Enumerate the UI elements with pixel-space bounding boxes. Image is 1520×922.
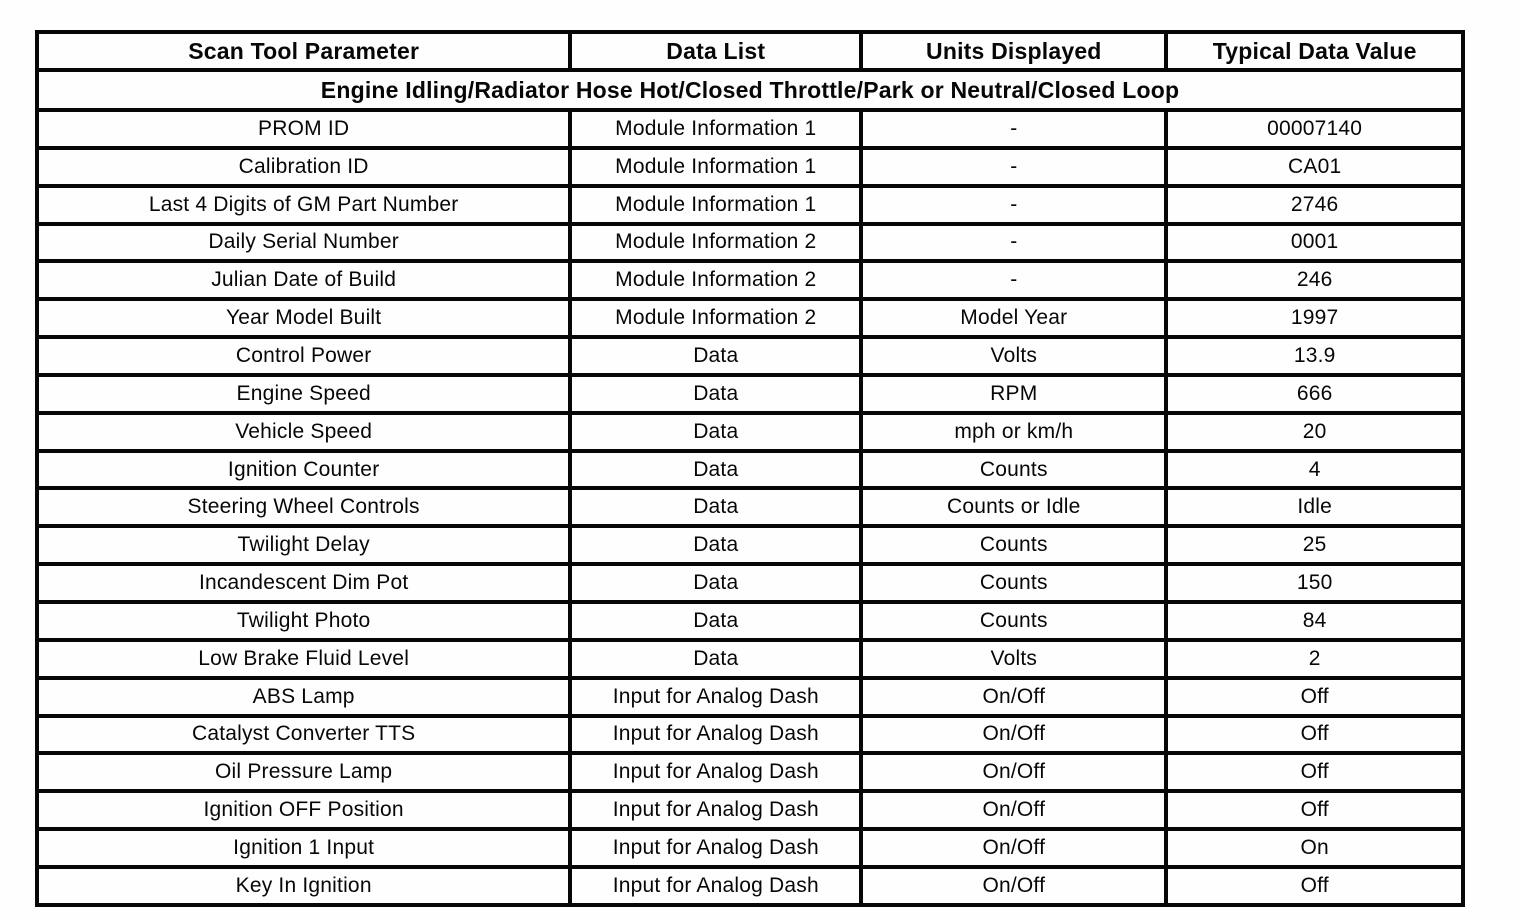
- cell-parameter: PROM ID: [37, 110, 570, 148]
- cell-data-list: Input for Analog Dash: [570, 791, 861, 829]
- column-header-data-list: Data List: [570, 32, 861, 70]
- cell-parameter: Key In Ignition: [37, 867, 570, 905]
- cell-parameter: Oil Pressure Lamp: [37, 753, 570, 791]
- table-row: [37, 337, 1463, 375]
- cell-units: Volts: [861, 337, 1166, 375]
- cell-value: On: [1166, 829, 1463, 867]
- cell-units: On/Off: [861, 678, 1166, 716]
- cell-data-list: Module Information 1: [570, 110, 861, 148]
- cell-parameter: Ignition OFF Position: [37, 791, 570, 829]
- cell-parameter: Ignition 1 Input: [37, 829, 570, 867]
- cell-parameter: Calibration ID: [37, 148, 570, 186]
- table-row: [37, 261, 1463, 299]
- table-row: [37, 867, 1463, 905]
- cell-value: CA01: [1166, 148, 1463, 186]
- cell-value: Off: [1166, 753, 1463, 791]
- table-row: [37, 488, 1463, 526]
- cell-data-list: Module Information 1: [570, 148, 861, 186]
- cell-data-list: Module Information 2: [570, 224, 861, 262]
- cell-data-list: Module Information 2: [570, 299, 861, 337]
- table-row: [37, 148, 1463, 186]
- table-row: [37, 451, 1463, 489]
- cell-parameter: Last 4 Digits of GM Part Number: [37, 186, 570, 224]
- cell-value: Off: [1166, 791, 1463, 829]
- cell-data-list: Data: [570, 526, 861, 564]
- cell-parameter: Twilight Photo: [37, 602, 570, 640]
- table-row: [37, 224, 1463, 262]
- cell-units: On/Off: [861, 716, 1166, 754]
- cell-value: 4: [1166, 451, 1463, 489]
- cell-value: 20: [1166, 413, 1463, 451]
- cell-units: On/Off: [861, 753, 1166, 791]
- cell-value: Off: [1166, 867, 1463, 905]
- cell-units: On/Off: [861, 791, 1166, 829]
- cell-value: 84: [1166, 602, 1463, 640]
- cell-value: 666: [1166, 375, 1463, 413]
- cell-value: 13.9: [1166, 337, 1463, 375]
- cell-value: 2: [1166, 640, 1463, 678]
- cell-units: mph or km/h: [861, 413, 1166, 451]
- table-body: [37, 110, 1463, 905]
- cell-parameter: Catalyst Converter TTS: [37, 716, 570, 754]
- cell-units: Counts or Idle: [861, 488, 1166, 526]
- cell-data-list: Data: [570, 640, 861, 678]
- cell-value: 1997: [1166, 299, 1463, 337]
- cell-units: Counts: [861, 602, 1166, 640]
- cell-units: Volts: [861, 640, 1166, 678]
- cell-units: On/Off: [861, 867, 1166, 905]
- cell-units: Counts: [861, 564, 1166, 602]
- cell-data-list: Data: [570, 337, 861, 375]
- cell-data-list: Module Information 2: [570, 261, 861, 299]
- table-row: [37, 375, 1463, 413]
- cell-value: 0001: [1166, 224, 1463, 262]
- cell-data-list: Data: [570, 451, 861, 489]
- cell-data-list: Input for Analog Dash: [570, 867, 861, 905]
- table-row: [37, 564, 1463, 602]
- cell-data-list: Input for Analog Dash: [570, 753, 861, 791]
- table-row: [37, 186, 1463, 224]
- cell-units: -: [861, 148, 1166, 186]
- cell-data-list: Data: [570, 564, 861, 602]
- cell-value: Idle: [1166, 488, 1463, 526]
- table-row: [37, 299, 1463, 337]
- cell-units: -: [861, 224, 1166, 262]
- cell-data-list: Data: [570, 375, 861, 413]
- table-row: [37, 753, 1463, 791]
- cell-data-list: Data: [570, 602, 861, 640]
- cell-parameter: Twilight Delay: [37, 526, 570, 564]
- cell-value: 150: [1166, 564, 1463, 602]
- cell-units: -: [861, 261, 1166, 299]
- cell-parameter: Vehicle Speed: [37, 413, 570, 451]
- cell-parameter: Steering Wheel Controls: [37, 488, 570, 526]
- cell-data-list: Data: [570, 413, 861, 451]
- scan-tool-data-table: [35, 30, 1465, 907]
- column-header-value: Typical Data Value: [1166, 32, 1463, 70]
- table-row: [37, 640, 1463, 678]
- condition-header: Engine Idling/Radiator Hose Hot/Closed Throttle/Park or Neutral/Closed Loop: [37, 70, 1463, 110]
- column-header-parameter: Scan Tool Parameter: [37, 32, 570, 70]
- cell-parameter: Incandescent Dim Pot: [37, 564, 570, 602]
- cell-parameter: ABS Lamp: [37, 678, 570, 716]
- cell-value: 00007140: [1166, 110, 1463, 148]
- cell-value: 246: [1166, 261, 1463, 299]
- table-row: [37, 526, 1463, 564]
- cell-value: 2746: [1166, 186, 1463, 224]
- cell-units: Counts: [861, 526, 1166, 564]
- cell-units: RPM: [861, 375, 1166, 413]
- table-row: [37, 716, 1463, 754]
- cell-units: Counts: [861, 451, 1166, 489]
- cell-data-list: Input for Analog Dash: [570, 829, 861, 867]
- column-header-units: Units Displayed: [861, 32, 1166, 70]
- table-row: [37, 678, 1463, 716]
- cell-value: Off: [1166, 678, 1463, 716]
- cell-data-list: Input for Analog Dash: [570, 716, 861, 754]
- cell-value: 25: [1166, 526, 1463, 564]
- table-row: [37, 602, 1463, 640]
- table-row: [37, 110, 1463, 148]
- cell-parameter: Year Model Built: [37, 299, 570, 337]
- cell-data-list: Data: [570, 488, 861, 526]
- cell-parameter: Julian Date of Build: [37, 261, 570, 299]
- column-header-row: [37, 32, 1463, 70]
- table-row: [37, 413, 1463, 451]
- cell-parameter: Ignition Counter: [37, 451, 570, 489]
- cell-data-list: Module Information 1: [570, 186, 861, 224]
- cell-parameter: Daily Serial Number: [37, 224, 570, 262]
- cell-data-list: Input for Analog Dash: [570, 678, 861, 716]
- table-row: [37, 829, 1463, 867]
- cell-parameter: Control Power: [37, 337, 570, 375]
- cell-units: On/Off: [861, 829, 1166, 867]
- cell-value: Off: [1166, 716, 1463, 754]
- cell-parameter: Low Brake Fluid Level: [37, 640, 570, 678]
- cell-units: -: [861, 110, 1166, 148]
- cell-units: -: [861, 186, 1166, 224]
- cell-parameter: Engine Speed: [37, 375, 570, 413]
- condition-header-row: [37, 70, 1463, 110]
- cell-units: Model Year: [861, 299, 1166, 337]
- table-row: [37, 791, 1463, 829]
